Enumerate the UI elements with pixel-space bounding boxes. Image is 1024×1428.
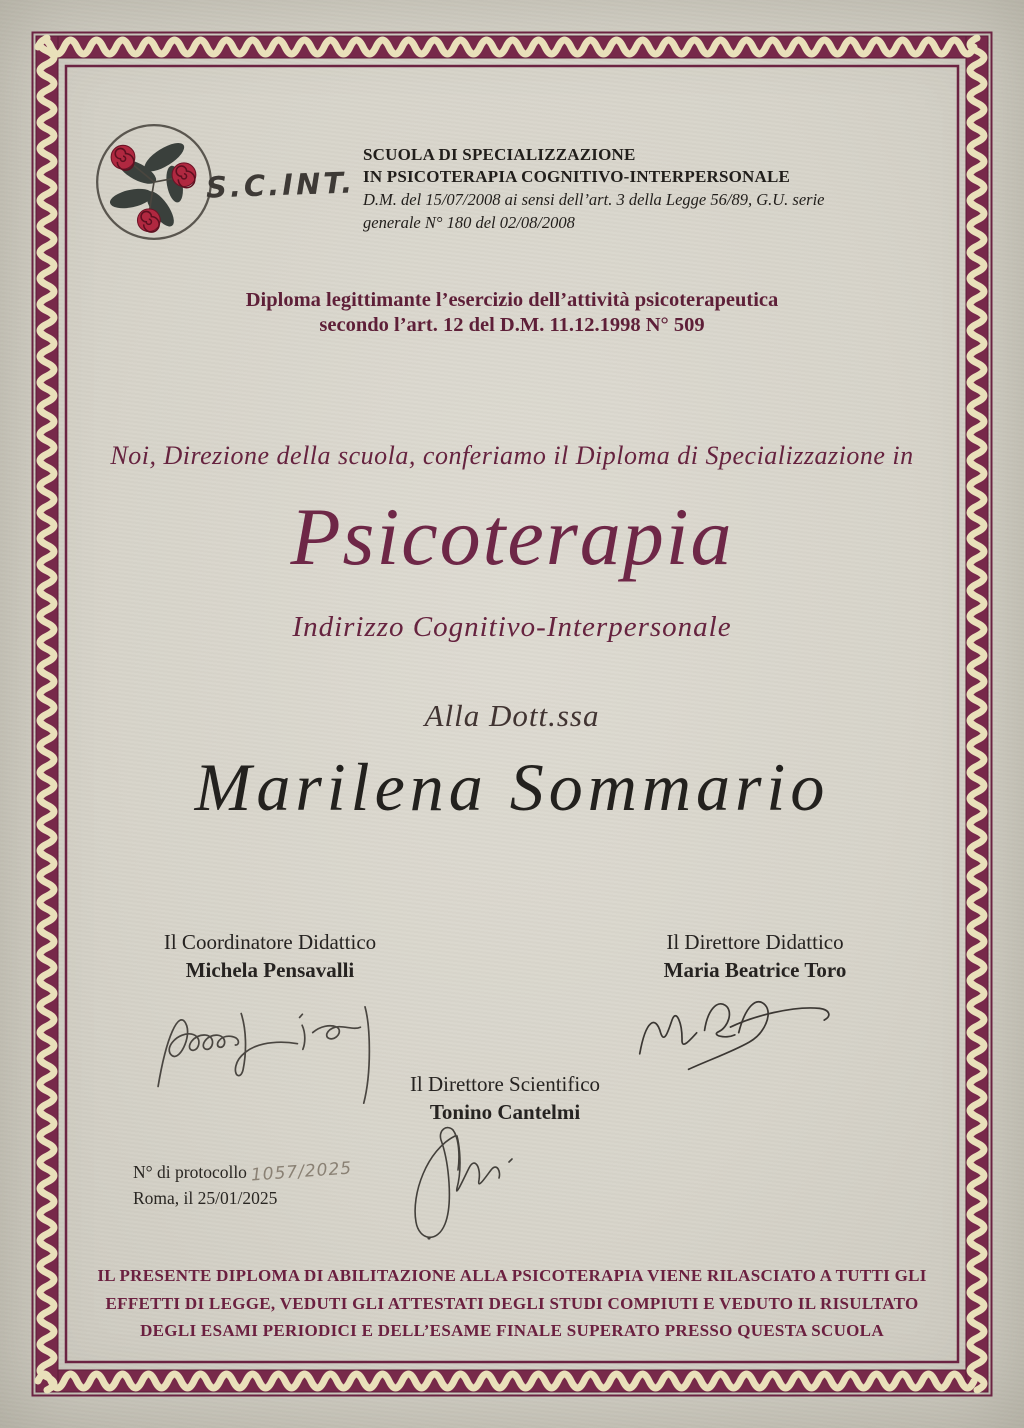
diploma-title: Psicoterapia [290, 491, 734, 582]
recipient-name: Marilena Sommario [194, 749, 830, 825]
director-didactic-name: Maria Beatrice Toro [663, 958, 847, 982]
diploma-statement-line2: secondo l’art. 12 del D.M. 11.12.1998 N° 509 [319, 314, 705, 336]
protocol-number-handwritten: 1057/2025 [250, 1158, 354, 1186]
director-didactic-role: Il Direttore Didattico [666, 930, 844, 954]
legal-footer [0, 1262, 1024, 1345]
director-scientific-role: Il Direttore Scientifico [409, 1072, 601, 1096]
diploma-statement [0, 288, 1024, 338]
signatory-coordinator [100, 930, 440, 983]
conferral-intro: Noi, Direzione della scuola, conferiamo il Diploma di Specializzazione in [110, 441, 914, 470]
coordinator-role: Il Coordinatore Didattico [163, 930, 377, 954]
place-date: Roma, il 25/01/2025 [133, 1187, 278, 1208]
diploma-statement-line1: Diploma legittimante l’esercizio dell’attività psicoterapeutica [245, 289, 779, 311]
diploma-subtitle: Indirizzo Cognitivo-Interpersonale [292, 611, 732, 643]
protocol-line [133, 1160, 353, 1186]
signatory-director-didactic [585, 930, 925, 983]
school-logo-icon [92, 120, 216, 244]
logo-acronym: S.C.INT. [205, 165, 356, 205]
school-header [363, 144, 943, 234]
recipient-label: Alla Dott.ssa [424, 698, 600, 733]
legal-footer-line1: IL PRESENTE DIPLOMA DI ABILITAZIONE ALLA PSICOTERAPIA VIENE RILASCIATO A TUTTI GLI [97, 1266, 927, 1285]
legal-footer-line3: DEGLI ESAMI PERIODICI E DELL’ESAME FINALE SUPERATO PRESSO QUESTA SCUOLA [140, 1321, 884, 1341]
signatory-director-scientific [335, 1072, 675, 1125]
protocol-block [133, 1160, 353, 1211]
coordinator-name: Michela Pensavalli [185, 958, 355, 982]
decree-line1: D.M. del 15/07/2008 ai sensi dell’art. 3 della Legge 56/89, G.U. serie [363, 190, 825, 210]
school-name-line1: SCUOLA DI SPECIALIZZAZIONE [363, 145, 636, 164]
school-name-line2: IN PSICOTERAPIA COGNITIVO-INTERPERSONALE [363, 167, 791, 187]
director-scientific-name: Tonino Cantelmi [429, 1100, 581, 1124]
legal-footer-line2: EFFETTI DI LEGGE, VEDUTI GLI ATTESTATI DEGLI STUDI COMPIUTI E VEDUTO IL RISULTATO [105, 1293, 919, 1313]
decree-line2: generale N° 180 del 02/08/2008 [363, 212, 575, 232]
protocol-label: N° di protocollo [133, 1162, 247, 1182]
